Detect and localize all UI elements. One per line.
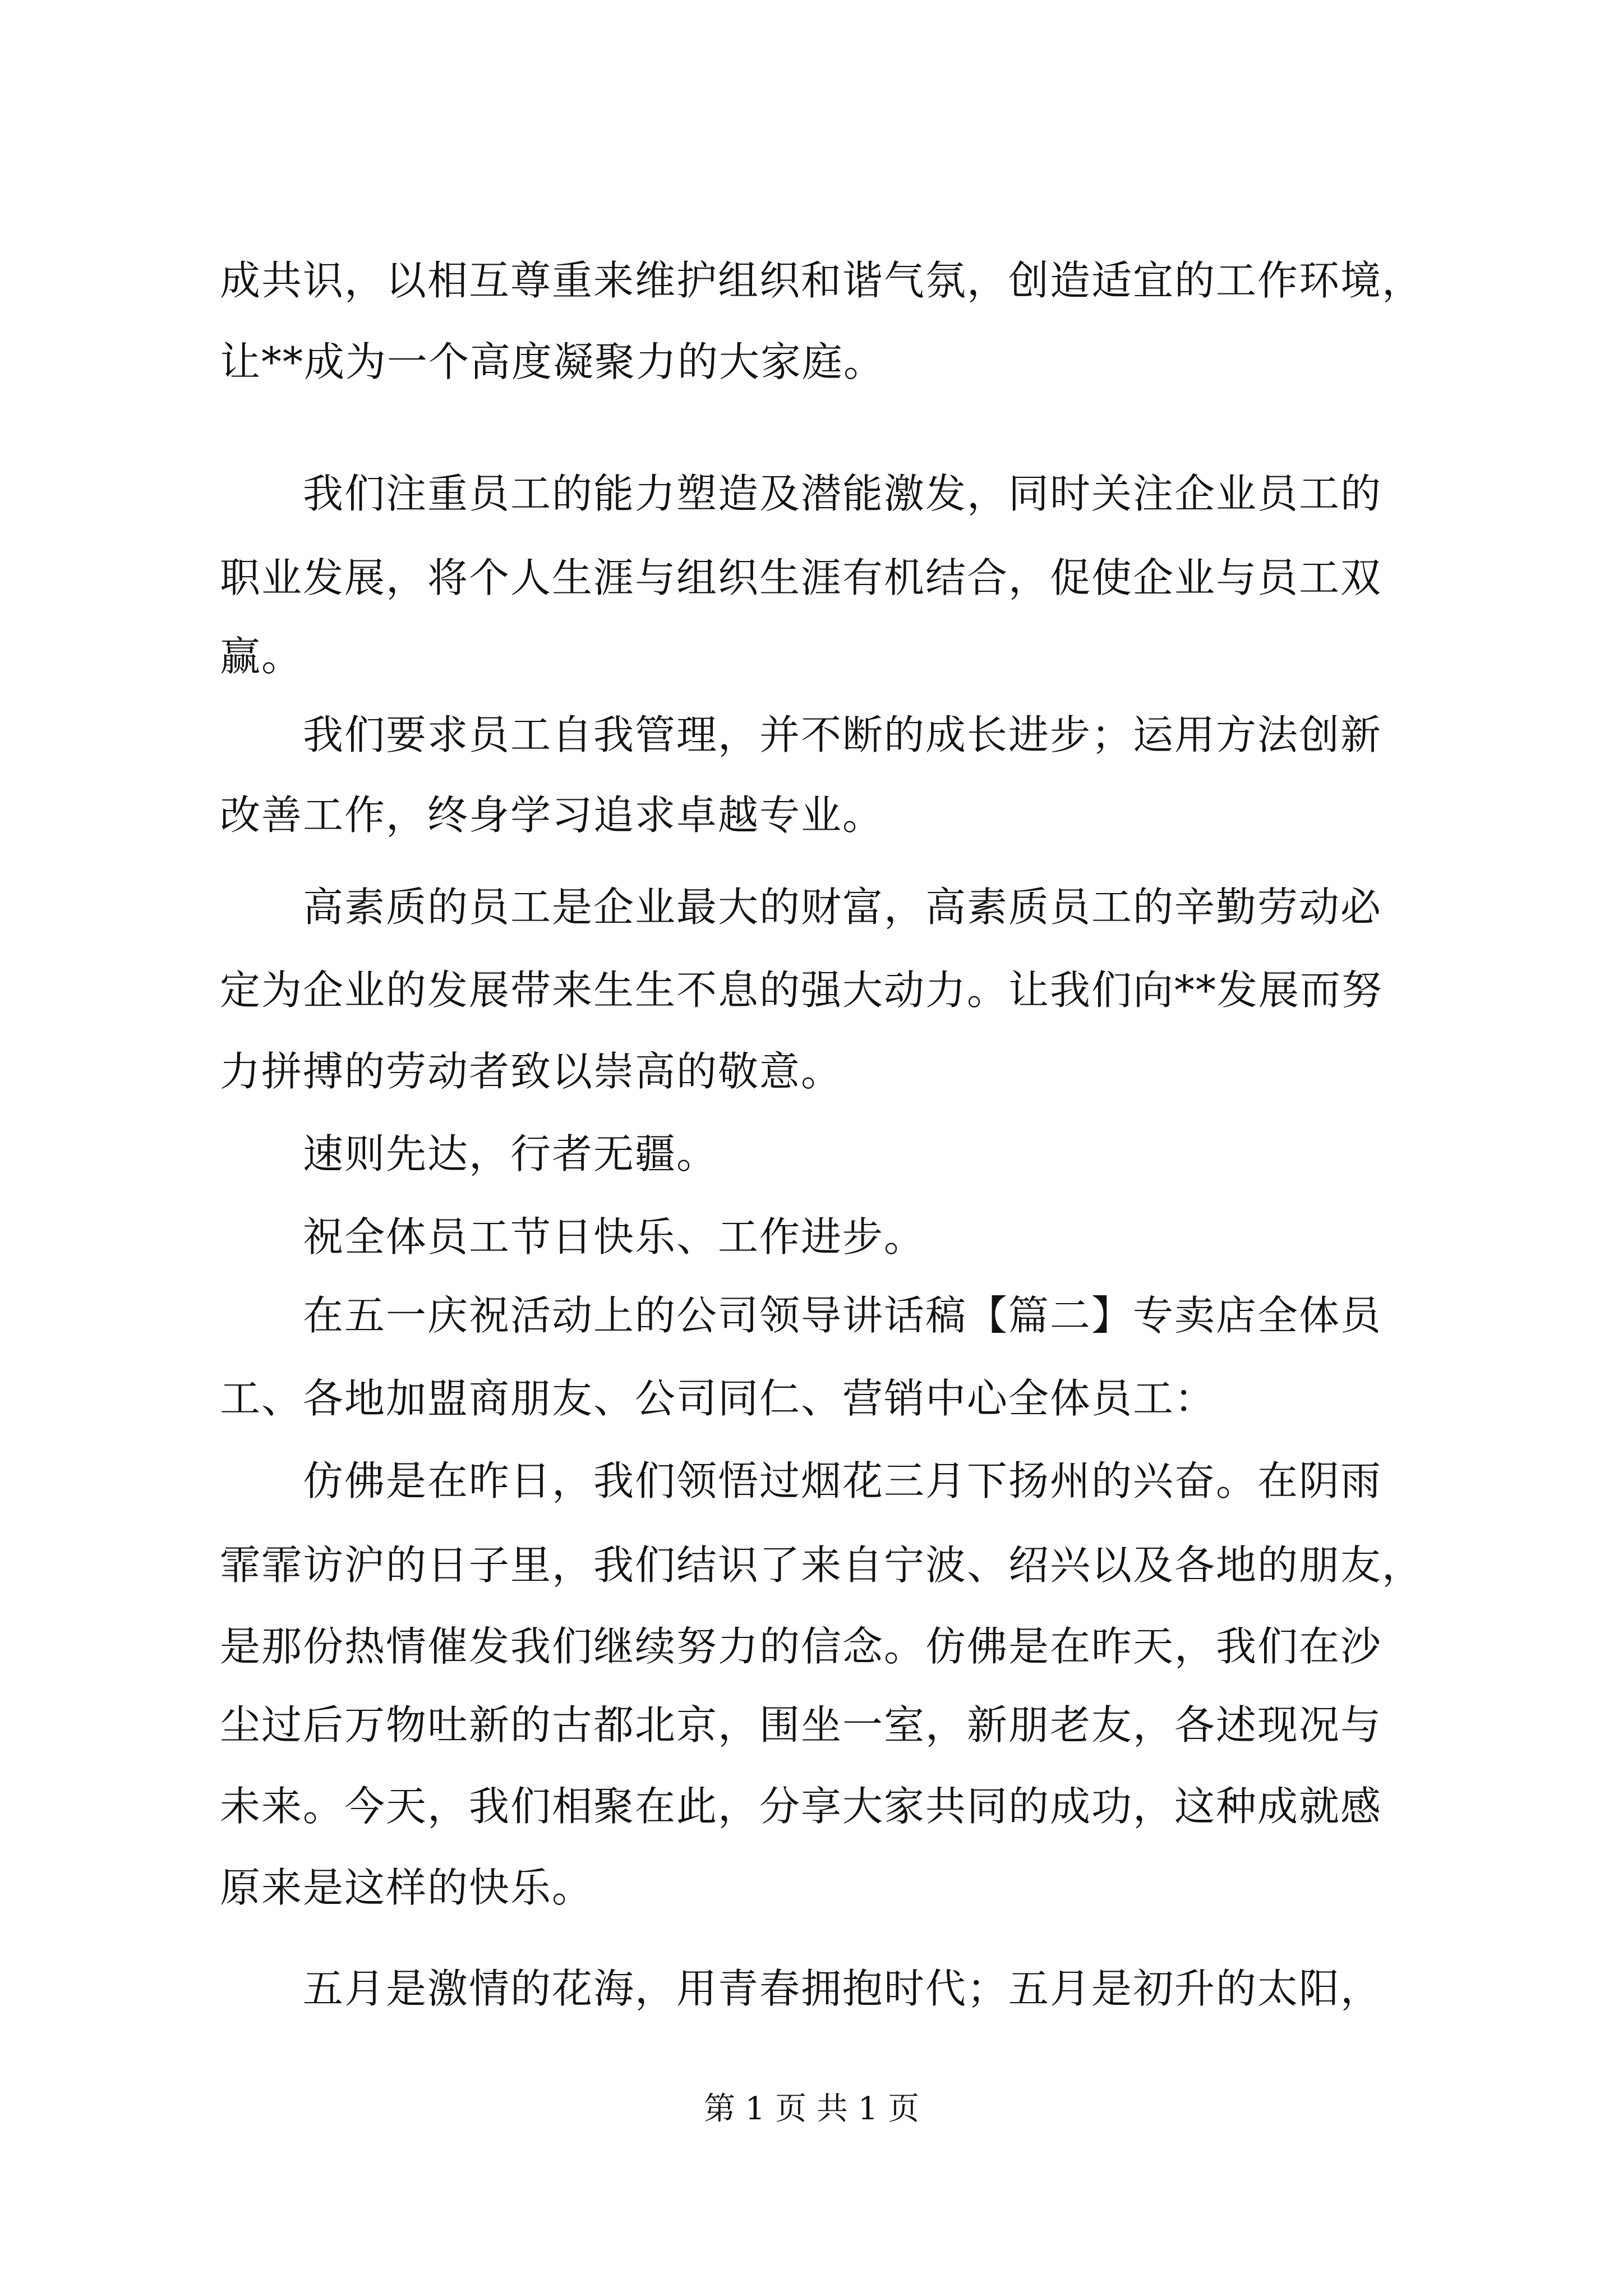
text-line: 力拼搏的劳动者致以崇高的敬意。 <box>220 1048 843 1095</box>
text-line: 定为企业的发展带来生生不息的强大动力。让我们向**发展而努 <box>220 967 1384 1014</box>
text-line: 尘过后万物吐新的古都北京，围坐一室，新朋老友，各述现况与 <box>220 1701 1382 1749</box>
text-line: 祝全体员工节日快乐、工作进步。 <box>303 1213 926 1260</box>
text-line: 我们要求员工自我管理，并不断的成长进步；运用方法创新 <box>303 711 1382 758</box>
text-line: 赢。 <box>220 633 303 680</box>
text-line: 未来。今天，我们相聚在此，分享大家共同的成功，这种成就感 <box>220 1783 1382 1830</box>
text-line: 原来是这样的快乐。 <box>220 1864 594 1911</box>
text-line: 改善工作，终身学习追求卓越专业。 <box>220 792 884 839</box>
text-line: 成共识，以相互尊重来维护组织和谐气氛，创造适宜的工作环境， <box>220 257 1424 304</box>
text-line: 在五一庆祝活动上的公司领导讲话稿【篇二】专卖店全体员 <box>303 1292 1382 1339</box>
text-line: 五月是激情的花海，用青春拥抱时代；五月是初升的太阳， <box>303 1965 1382 2012</box>
text-line: 高素质的员工是企业最大的财富，高素质员工的辛勤劳动必 <box>303 884 1382 931</box>
text-line: 霏霏访沪的日子里，我们结识了来自宁波、绍兴以及各地的朋友， <box>220 1542 1424 1589</box>
text-line: 仿佛是在昨日，我们领悟过烟花三月下扬州的兴奋。在阴雨 <box>303 1457 1382 1504</box>
text-line: 让**成为一个高度凝聚力的大家庭。 <box>220 338 886 385</box>
text-line: 是那份热情催发我们继续努力的信念。仿佛是在昨天，我们在沙 <box>220 1623 1382 1670</box>
text-line: 职业发展，将个人生涯与组织生涯有机结合，促使企业与员工双 <box>220 554 1382 601</box>
text-line: 工、各地加盟商朋友、公司同仁、营销中心全体员工： <box>220 1375 1216 1422</box>
text-line: 我们注重员工的能力塑造及潜能激发，同时关注企业员工的 <box>303 470 1382 517</box>
text-line: 速则先达，行者无疆。 <box>303 1130 718 1177</box>
page-footer: 第 1 页 共 1 页 <box>703 2091 920 2127</box>
